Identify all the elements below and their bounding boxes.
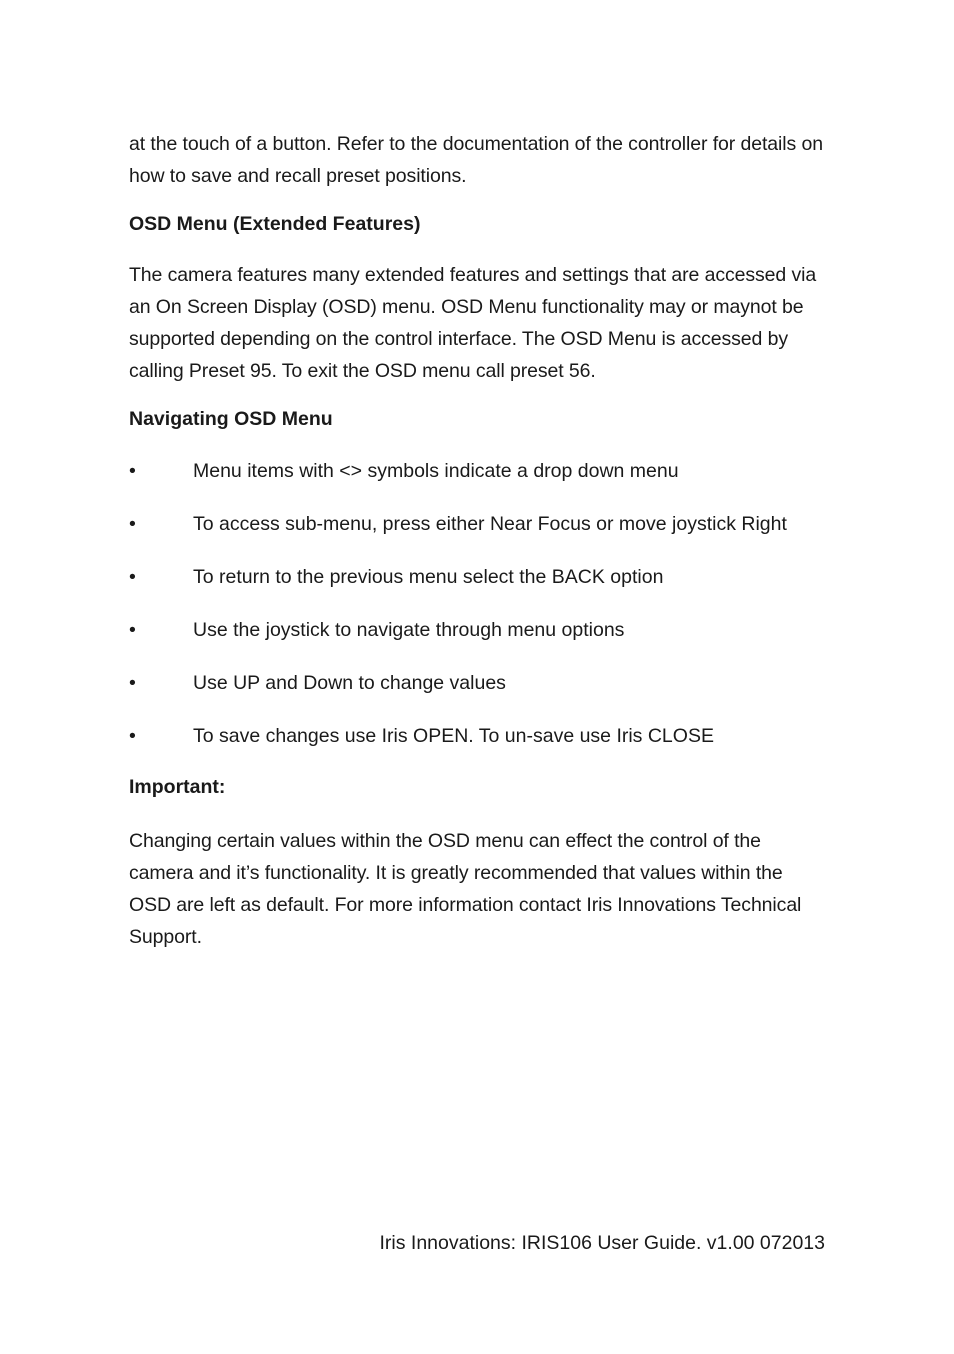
list-item xyxy=(129,722,829,750)
bullet-icon: • xyxy=(129,513,136,535)
list-item-text: Menu items with <> symbols indicate a drop down menu xyxy=(193,460,679,482)
list-item-text: Use UP and Down to change values xyxy=(193,672,506,694)
osd-section-heading: OSD Menu (Extended Features) xyxy=(129,213,421,235)
list-item xyxy=(129,457,829,485)
list-item xyxy=(129,563,829,591)
document-page xyxy=(129,128,829,953)
list-item xyxy=(129,510,829,538)
bullet-icon: • xyxy=(129,566,136,588)
important-section-paragraph: Changing certain values within the OSD menu can effect the control of the camera and it’s functionality. It is greatly recommended that values within the OSD are left as default. For more information contact Iris Innovations Technical Support. xyxy=(129,830,802,948)
bullet-icon: • xyxy=(129,460,136,482)
navigating-bullet-list xyxy=(129,457,829,750)
bullet-icon: • xyxy=(129,725,136,747)
list-item-text: Use the joystick to navigate through menu options xyxy=(193,619,625,641)
list-item xyxy=(129,669,829,697)
osd-section-paragraph: The camera features many extended features and settings that are accessed via an On Screen Display (OSD) menu. OSD Menu functionality may or maynot be supported depending on the control interface. The OSD Menu is accessed by calling Preset 95. To exit the OSD menu call preset 56. xyxy=(129,264,817,382)
list-item xyxy=(129,616,829,644)
bullet-icon: • xyxy=(129,619,136,641)
intro-continued-paragraph: at the touch of a button. Refer to the documentation of the controller for details on how to save and recall preset positions. xyxy=(129,133,823,187)
navigating-section-heading: Navigating OSD Menu xyxy=(129,408,333,430)
bullet-icon: • xyxy=(129,672,136,694)
page-footer: Iris Innovations: IRIS106 User Guide. v1.00 072013 xyxy=(379,1232,825,1254)
list-item-text: To save changes use Iris OPEN. To un-save use Iris CLOSE xyxy=(193,725,714,747)
important-section-heading: Important: xyxy=(129,776,226,798)
list-item-text: To return to the previous menu select the BACK option xyxy=(193,566,664,588)
list-item-text: To access sub-menu, press either Near Focus or move joystick Right xyxy=(193,513,787,535)
